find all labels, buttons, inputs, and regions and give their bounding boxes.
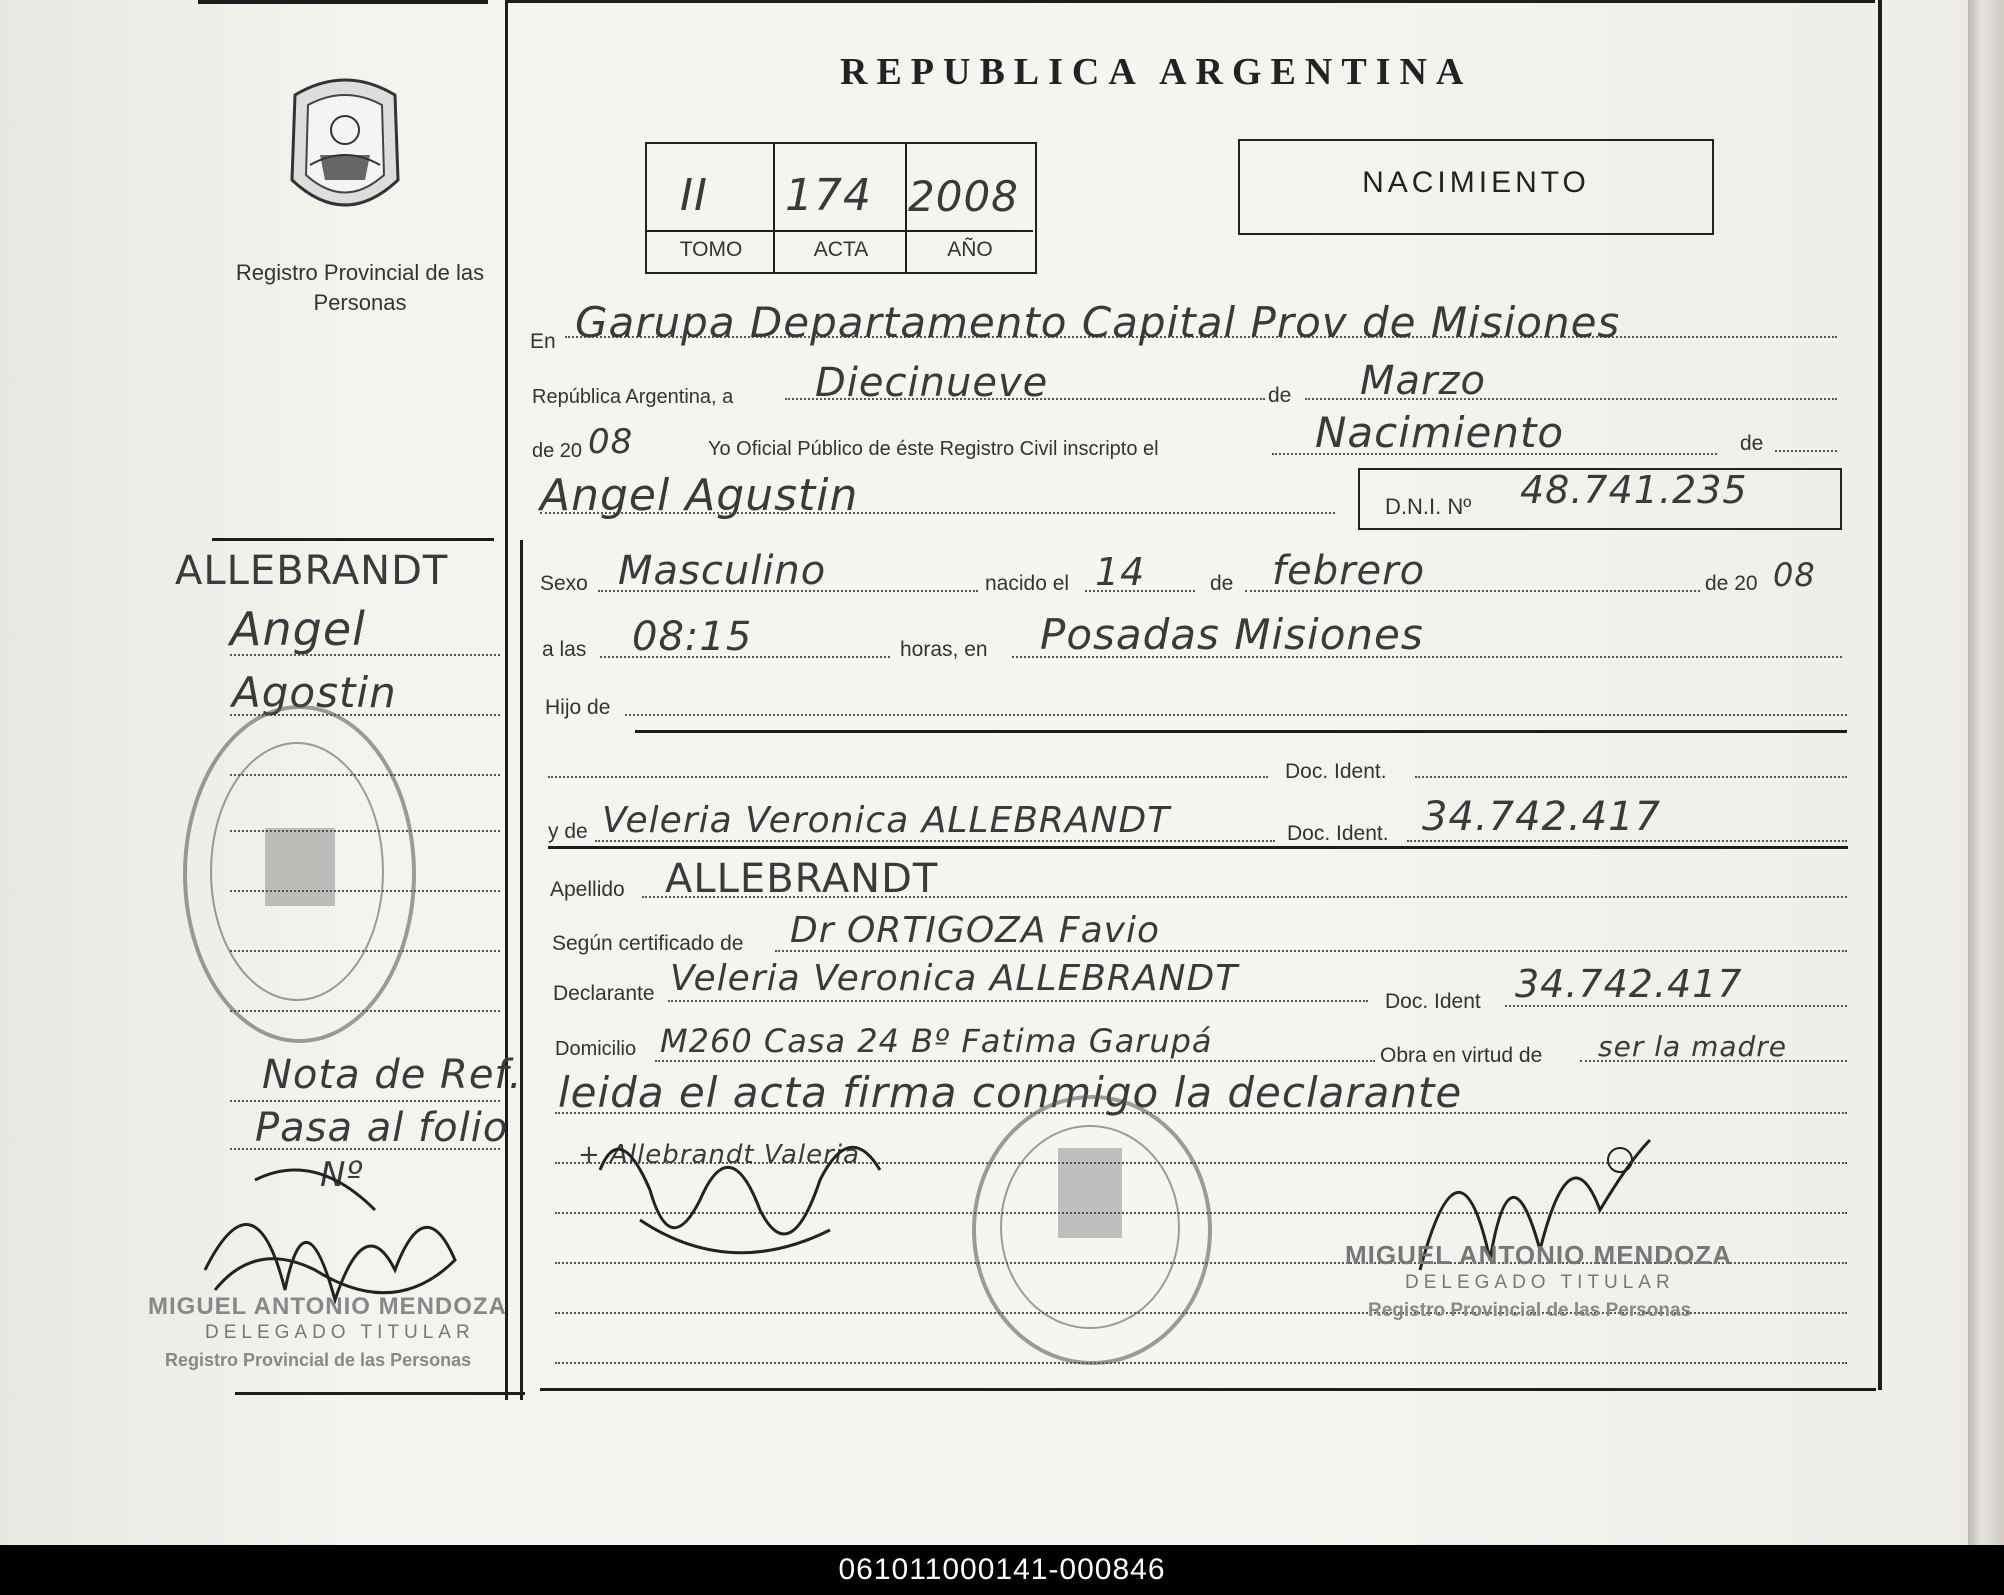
dotted-line [1775, 450, 1837, 452]
margin-note-ref: Nota de Ref. [262, 1052, 523, 1098]
tomo-value: II [680, 170, 708, 221]
left-border-line [505, 0, 508, 1400]
certificado-value: Dr ORTIGOZA Favio [790, 910, 1160, 951]
top-left-rule [198, 0, 488, 4]
margin-surname: ALLEBRANDT [175, 548, 449, 594]
margin-official-title: DELEGADO TITULAR [205, 1322, 475, 1343]
margin-bottom-rule [235, 1392, 525, 1395]
margin-official-org: Registro Provincial de las Personas [165, 1350, 472, 1370]
dotted-line [548, 776, 1268, 778]
dni-label: D.N.I. Nº [1385, 494, 1472, 519]
father-section-rule [635, 730, 1847, 733]
event-value: Nacimiento [1315, 408, 1565, 457]
record-id-divider [647, 230, 1033, 232]
declarant-signature-text: + Allebrandt Valeria [578, 1140, 860, 1170]
de-label: de [1268, 384, 1292, 407]
mother-name: Veleria Veronica ALLEBRANDT [602, 800, 1171, 841]
domicilio-label: Domicilio [555, 1038, 637, 1060]
birth-month: febrero [1272, 548, 1426, 594]
registry-name: Registro Provincial de las Personas [235, 260, 485, 315]
dotted-line [668, 1000, 1368, 1002]
birth-year-suffix: 08 [1773, 556, 1816, 594]
margin-official-name: MIGUEL ANTONIO MENDOZA [148, 1293, 507, 1320]
acta-label: ACTA [813, 238, 869, 261]
tomo-label: TOMO [679, 238, 743, 261]
dotted-line [230, 1100, 500, 1102]
en-label: En [530, 330, 556, 353]
birth-day: 14 [1095, 550, 1146, 594]
obra-value: ser la madre [1598, 1030, 1788, 1063]
apellido-value: ALLEBRANDT [665, 856, 939, 902]
alas-label: a las [542, 638, 587, 661]
margin-rule [212, 538, 494, 541]
country-title: REPUBLICA ARGENTINA [840, 51, 1473, 93]
father-doc-label: Doc. Ident. [1285, 760, 1387, 783]
nacido-label: nacido el [985, 572, 1070, 595]
central-stamp-emblem [1058, 1148, 1122, 1238]
provincial-seal [280, 70, 410, 225]
closing-note: leida el acta firma conmigo la declarante [558, 1068, 1463, 1117]
official-org: Registro Provincial de las Personas [1368, 1300, 1692, 1321]
obra-label: Obra en virtud de [1380, 1044, 1543, 1067]
record-type: NACIMIENTO [1362, 166, 1590, 199]
mother-section-rule [548, 846, 1848, 849]
margin-middle-name: Agostin [232, 668, 397, 717]
birth-de-label: de [1210, 572, 1234, 595]
declarante-doc-value: 34.742.417 [1515, 962, 1743, 1006]
margin-note-folio: Pasa al folio [255, 1105, 509, 1151]
year-suffix-value: 08 [588, 422, 634, 462]
mother-doc-value: 34.742.417 [1422, 794, 1662, 840]
hijo-label: Hijo de [545, 696, 611, 719]
inner-border-line [520, 540, 523, 1400]
dotted-line [1415, 776, 1847, 778]
stamp-emblem [265, 828, 335, 906]
birth-year-label: de 20 [1705, 572, 1758, 595]
mother-doc-label: Doc. Ident. [1287, 822, 1389, 845]
sexo-label: Sexo [540, 572, 588, 595]
republica-label: República Argentina, a [532, 386, 734, 408]
document-id-footer: 061011000141-000846 [0, 1545, 2004, 1595]
apellido-label: Apellido [550, 878, 625, 901]
declarante-value: Veleria Veronica ALLEBRANDT [670, 958, 1239, 999]
event-de-label: de [1740, 432, 1764, 455]
dni-value: 48.741.235 [1520, 468, 1748, 512]
dotted-line [625, 714, 1847, 716]
certificado-label: Según certificado de [552, 932, 744, 955]
sexo-value: Masculino [618, 548, 827, 594]
year-prefix-label: de 20 [532, 440, 583, 462]
official-label: Yo Oficial Público de éste Registro Civil inscripto el [708, 438, 1159, 460]
place-of-registry: Garupa Departamento Capital Prov de Misiones [575, 298, 1621, 347]
page-edge [1968, 0, 2004, 1545]
right-border-line [1878, 0, 1882, 1390]
top-rule [505, 0, 1875, 3]
anio-value: 2008 [908, 172, 1019, 221]
margin-first-name: Angel [230, 602, 366, 656]
day-value: Diecinueve [815, 360, 1049, 406]
official-title: DELEGADO TITULAR [1405, 1272, 1675, 1293]
child-name: Angel Agustin [540, 470, 859, 521]
dotted-line [655, 1060, 1375, 1062]
official-name: MIGUEL ANTONIO MENDOZA [1345, 1240, 1732, 1270]
birth-time: 08:15 [632, 614, 753, 660]
declarant-signature [580, 1110, 920, 1285]
margin-note-number: Nº [320, 1155, 364, 1195]
dotted-line [1407, 840, 1847, 842]
birth-place: Posadas Misiones [1040, 610, 1424, 659]
anio-label: AÑO [947, 238, 993, 261]
horas-label: horas, en [900, 638, 988, 661]
yde-label: y de [548, 820, 588, 843]
month-value: Marzo [1360, 358, 1486, 404]
bottom-rule [540, 1388, 1876, 1391]
dotted-line [555, 1362, 1847, 1364]
acta-value: 174 [785, 170, 872, 221]
declarante-doc-label: Doc. Ident [1385, 990, 1481, 1013]
domicilio-value: M260 Casa 24 Bº Fatima Garupá [660, 1022, 1213, 1060]
declarante-label: Declarante [553, 982, 655, 1005]
